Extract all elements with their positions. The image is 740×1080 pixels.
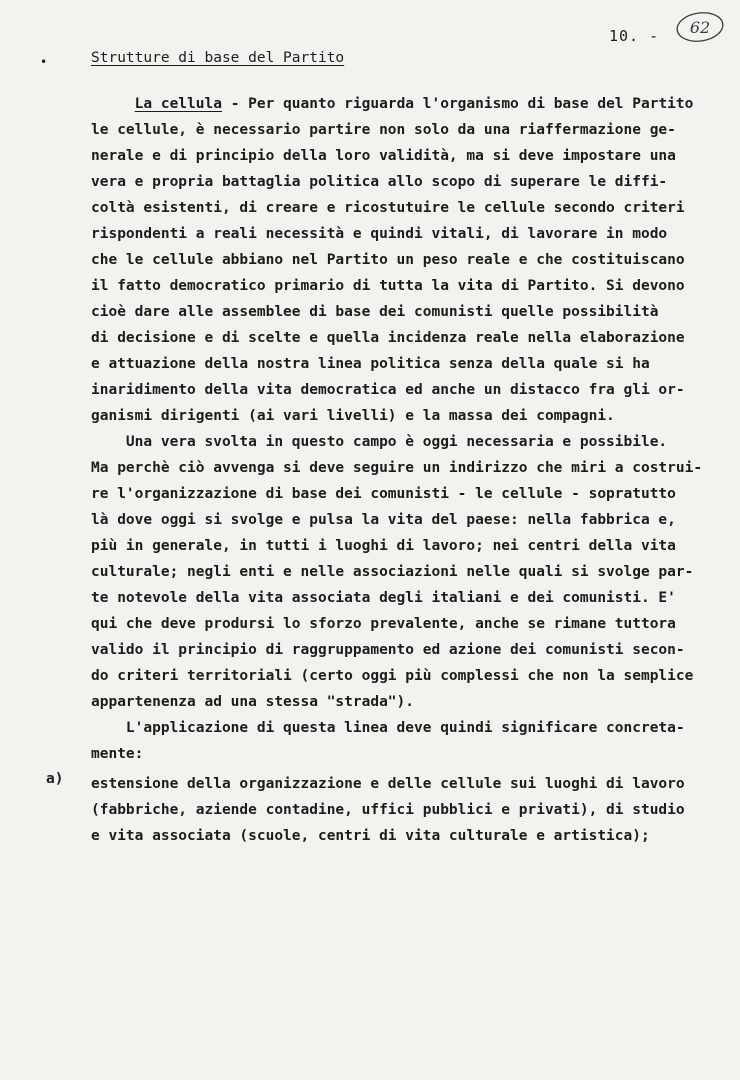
text-line: ganismi dirigenti (ai vari livelli) e la massa dei compagni. — [91, 408, 615, 424]
text-line: cioè dare alle assemblee di base dei comunisti quelle possibilità — [91, 304, 659, 320]
paragraph-lead: La cellula — [134, 96, 222, 112]
section-title: Strutture di base del Partito — [91, 50, 345, 66]
list-item-marker: a) — [46, 771, 64, 787]
text-line: re l'organizzazione di base dei comunisti - le cellule - sopratutto — [91, 486, 676, 502]
text-line: vera e propria battaglia politica allo scopo di superare le diffi- — [91, 174, 668, 190]
text-line: appartenenza ad una stessa "strada"). — [91, 694, 415, 710]
list-item — [91, 771, 711, 849]
text-line: Una vera svolta in questo campo è oggi necessaria e possibile. — [91, 434, 668, 450]
text-line: do criteri territoriali (certo oggi più complessi che non la semplice — [91, 668, 694, 684]
text-line: rispondenti a reali necessità e quindi vitali, di lavorare in modo — [91, 226, 668, 242]
text-line: di decisione e di scelte e quella incidenza reale nella elaborazione — [91, 330, 685, 346]
text-line: coltà esistenti, di creare e ricostutuire le cellule secondo criteri — [91, 200, 685, 216]
list-item-line: (fabbriche, aziende contadine, uffici pubblici e privati), di studio — [91, 802, 685, 818]
text-line: - Per quanto riguarda l'organismo di base del Partito — [221, 96, 694, 112]
archive-stamp — [674, 10, 726, 44]
archive-stamp-circle-icon — [674, 10, 726, 44]
text-line: L'applicazione di questa linea deve quindi significare concreta- — [91, 720, 685, 736]
document-body — [91, 91, 711, 767]
text-line: mente: — [91, 746, 144, 762]
text-line: là dove oggi si svolge e pulsa la vita del paese: nella fabbrica e, — [91, 512, 676, 528]
text-line: culturale; negli enti e nelle associazioni nelle quali si svolge par- — [91, 564, 694, 580]
text-line: e attuazione della nostra linea politica senza della quale si ha — [91, 356, 650, 372]
text-line: che le cellule abbiano nel Partito un peso reale e che costituiscano — [91, 252, 685, 268]
text-line: più in generale, in tutti i luoghi di lavoro; nei centri della vita — [91, 538, 676, 554]
text-line: inaridimento della vita democratica ed anche un distacco fra gli or- — [91, 382, 685, 398]
margin-mark: • — [40, 55, 48, 69]
text-line: te notevole della vita associata degli italiani e dei comunisti. E' — [91, 590, 676, 606]
list-item-line: estensione della organizzazione e delle cellule sui luoghi di lavoro — [91, 776, 685, 792]
text-line: le cellule, è necessario partire non solo da una riaffermazione ge- — [91, 122, 676, 138]
text-line: qui che deve prodursi lo sforzo prevalente, anche se rimane tuttora — [91, 616, 676, 632]
page-number: 10. - — [609, 27, 660, 45]
text-line: il fatto democratico primario di tutta la vita di Partito. Si devono — [91, 278, 685, 294]
text-line: nerale e di principio della loro validità, ma si deve impostare una — [91, 148, 676, 164]
text-line: valido il principio di raggruppamento ed azione dei comunisti secon- — [91, 642, 685, 658]
list-item-line: e vita associata (scuole, centri di vita culturale e artistica); — [91, 828, 650, 844]
paragraph-first-line — [91, 91, 711, 117]
stamp-number: 62 — [689, 18, 711, 37]
text-line: Ma perchè ciò avvenga si deve seguire un indirizzo che miri a costrui- — [91, 460, 703, 476]
